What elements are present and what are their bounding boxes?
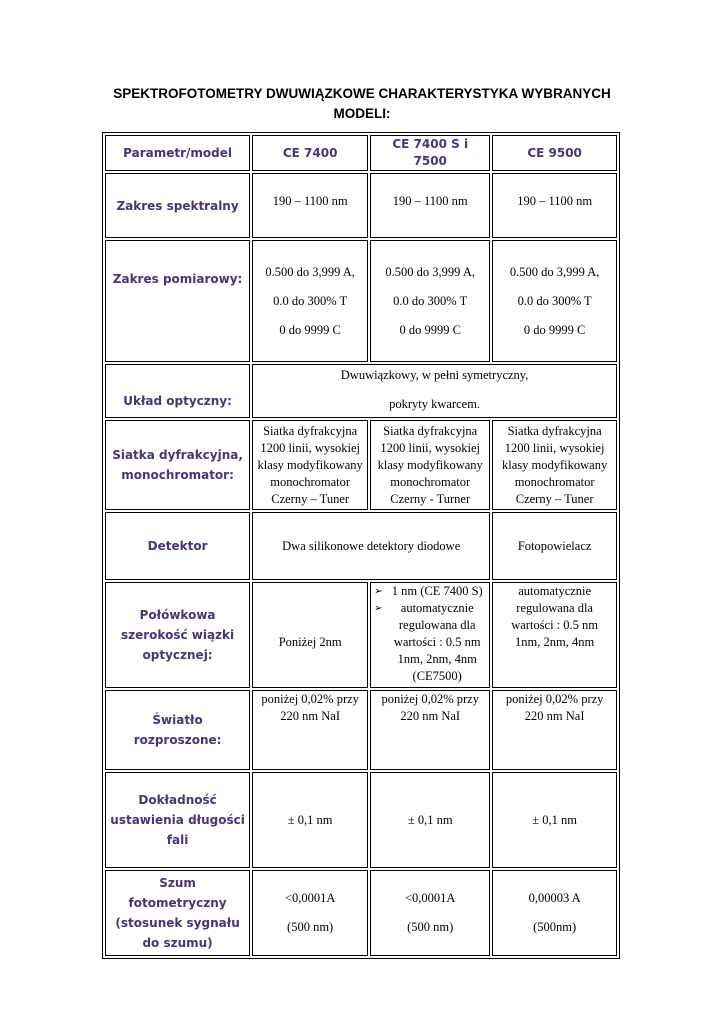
row-detektor [105,512,617,580]
row-label: Układ optyczny: [105,364,250,418]
header-param: Parametr/model [105,135,250,171]
value-line: 0 do 9999 C [523,322,586,337]
list-item [374,583,486,600]
value-line: (500 nm) [287,920,334,934]
cell-value [492,870,617,956]
header-model-ce7400s-7500: CE 7400 S i 7500 [370,135,490,171]
row-label: Detektor [105,512,250,580]
row-zakres-pomiarowy [105,240,617,362]
value-line: <0,0001A [284,891,336,905]
cell-value [492,240,617,362]
value-line: 220 nm NaI [280,709,340,723]
header-model-ce9500: CE 9500 [492,135,617,171]
value-line: 0,00003 A [528,891,581,905]
value-line: regulowana dla [516,601,593,615]
row-label: Zakres spektralny [105,173,250,238]
value-line: 0.500 do 3,999 A, [385,264,475,279]
row-label: Światło rozproszone: [105,690,250,770]
cell-value: ± 0,1 nm [492,772,617,868]
cell-value: Poniżej 2nm [252,582,368,688]
value-line: 0.500 do 3,999 A, [265,264,355,279]
value-line: 0.0 do 300% T [393,293,468,308]
row-polowkowa [105,582,617,688]
value-line: Dwuwiązkowy, w pełni symetryczny, [340,368,529,382]
row-label: Połówkowa szerokość wiązki optycznej: [105,582,250,688]
value-line: klasy modyfikowany [502,457,608,472]
value-line: 0.0 do 300% T [273,293,348,308]
value-line: regulowana dla [398,618,476,632]
cell-value [252,240,368,362]
value-line: 220 nm NaI [400,709,461,723]
value-line: wartości : 0.5 nm [511,618,599,632]
value-line: Siatka dyfrakcyjna [263,423,358,438]
value-line: monochromator [270,474,351,489]
value-line: Czerny – Tuner [515,491,594,506]
value-line: Czerny - Turner [390,491,471,506]
row-label: Dokładność ustawienia długości fali [105,772,250,868]
arrowhead-bullet-icon: ➢ [374,603,383,614]
value-line: automatycznie [518,584,592,598]
value-line: 1nm, 2nm, 4nm [397,652,477,666]
cell-value [370,240,490,362]
value-line: 0.0 do 300% T [517,293,592,308]
value-line: monochromator [514,474,595,489]
cell-value [370,690,490,770]
value-line: 1200 linii, wysokiej [380,440,481,455]
row-label: Szum fotometryczny (stosunek sygnału do szumu) [105,870,250,956]
value-line: <0,0001A [404,891,456,905]
header-model-ce7400: CE 7400 [252,135,368,171]
list-item [374,600,486,685]
cell-value [252,870,368,956]
document-title: SPEKTROFOTOMETRY DWUWIĄZKOWE CHARAKTERYSTYKA WYBRANYCH MODELI: [113,86,611,121]
value-line: 1200 linii, wysokiej [260,440,360,455]
value-line: 220 nm NaI [524,709,585,723]
value-line: klasy modyfikowany [377,457,483,472]
cell-value [492,582,617,688]
row-dokladnosc [105,772,617,868]
cell-value-list [370,582,490,688]
cell-value: Fotopowielacz [492,512,617,580]
value-line: 1 nm (CE 7400 S) [391,584,483,598]
cell-value: ± 0,1 nm [370,772,490,868]
value-line: monochromator [390,474,471,489]
value-line: automatycznie [400,601,474,615]
cell-value: 190 – 1100 nm [370,173,490,238]
value-line: 1200 linii, wysokiej [504,440,605,455]
value-line: 1nm, 2nm, 4nm [515,635,595,649]
value-line: poniżej 0,02% przy [261,692,359,706]
row-uklad-optyczny [105,364,617,418]
value-line: poniżej 0,02% przy [505,692,604,706]
value-line: pokryty kwarcem. [389,397,481,411]
row-label: Zakres pomiarowy: [105,240,250,362]
row-swiatlo [105,690,617,770]
row-label: Siatka dyfrakcyjna, monochromator: [105,420,250,510]
row-zakres-spektralny [105,173,617,238]
value-line: 0 do 9999 C [399,322,461,337]
value-line: 0 do 9999 C [279,322,341,337]
cell-value [252,420,368,510]
row-siatka [105,420,617,510]
cell-value [252,690,368,770]
bullet-list [374,583,486,685]
value-line: Czerny – Tuner [271,491,350,506]
value-line: wartości : 0.5 nm [393,635,481,649]
cell-value: 190 – 1100 nm [492,173,617,238]
value-line: klasy modyfikowany [257,457,363,472]
cell-value [492,690,617,770]
cell-value-merged: Dwa silikonowe detektory diodowe [252,512,490,580]
cell-value [492,420,617,510]
value-line: Siatka dyfrakcyjna [507,423,602,438]
value-line: Siatka dyfrakcyjna [383,423,478,438]
value-line: (500 nm) [407,920,454,934]
row-szum [105,870,617,956]
value-line: poniżej 0,02% przy [381,692,479,706]
cell-value [370,420,490,510]
value-line: (CE7500) [412,669,462,683]
cell-value: ± 0,1 nm [252,772,368,868]
value-line: 0.500 do 3,999 A, [509,264,600,279]
value-line: (500nm) [533,920,577,934]
arrowhead-bullet-icon: ➢ [374,586,383,597]
cell-value [370,870,490,956]
table-header-row [105,135,617,171]
cell-value: 190 – 1100 nm [252,173,368,238]
cell-value-merged [252,364,617,418]
spec-table [102,132,620,959]
